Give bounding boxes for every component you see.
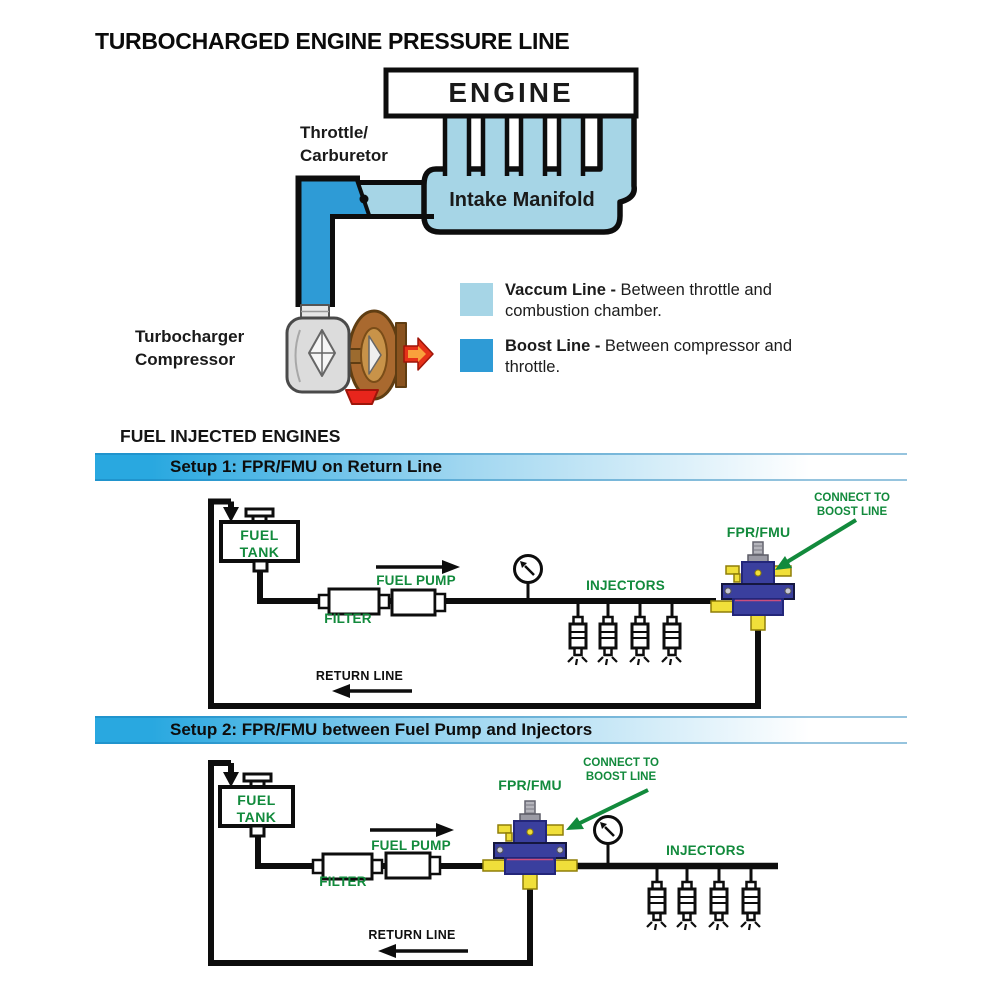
setup1-fuel-pump-label: FUEL PUMP: [376, 573, 456, 588]
setup1-connect-boost-label: CONNECT TO BOOST LINE: [814, 492, 890, 518]
setup2-fuel-tank-label: FUEL TANK: [236, 792, 277, 825]
return-into-tank-arrow: [223, 507, 239, 522]
setup2-filter-label: FILTER: [319, 874, 367, 889]
setup2-diagram: [211, 763, 778, 963]
setup2-injectors: [647, 866, 760, 930]
turbocharger-compressor-label: Turbocharger Compressor: [135, 327, 245, 369]
setup1-fpr-fmu-label: FPR/FMU: [726, 524, 791, 540]
setup2-injectors-label: INJECTORS: [666, 843, 745, 858]
return-into-tank-arrow: [223, 772, 239, 787]
exhaust-outlet: [346, 390, 378, 404]
setup1-filter-label: FILTER: [324, 611, 372, 626]
throttle-carburetor-label: Throttle/ Carburetor: [300, 123, 388, 165]
turbocharger-icon: [287, 305, 433, 404]
setup1-return-line-label: RETURN LINE: [315, 669, 404, 683]
setup2-fuel-pump-label: FUEL PUMP: [371, 838, 451, 853]
throttle-pivot-dot: [360, 195, 369, 204]
setup1-injectors-label: INJECTORS: [586, 578, 665, 593]
flow-direction-arrow: [436, 823, 454, 837]
engine-label: ENGINE: [448, 77, 574, 108]
vacuum-line-swatch: [460, 283, 493, 316]
flow-direction-arrow: [442, 560, 460, 574]
setup2-gauge-icon: [595, 817, 622, 867]
boost-line-swatch: [460, 339, 493, 372]
intake-manifold-label: Intake Manifold: [449, 189, 595, 211]
setup1-gauge-icon: [515, 556, 542, 602]
setup2-connect-boost-label: CONNECT TO BOOST LINE: [583, 757, 659, 783]
setup2-return-arrow: [378, 944, 468, 958]
setup1-fuel-tank-label: FUEL TANK: [239, 527, 280, 560]
setup1-fpr-fmu-icon: [711, 542, 794, 630]
legend-boost-line: Boost Line - Between compressor and throttle.: [505, 337, 793, 376]
boost-port: [546, 825, 563, 835]
legend-vacuum-line: Vaccum Line - Between throttle and combustion chamber.: [505, 281, 772, 320]
setup1-injectors: [568, 601, 681, 665]
setup1-return-arrow: [332, 684, 412, 698]
fuel-injected-heading: FUEL INJECTED ENGINES: [120, 426, 341, 446]
setup2-fpr-fmu-label: FPR/FMU: [498, 777, 562, 793]
setup1-title-bar: Setup 1: FPR/FMU on Return Line: [95, 453, 907, 481]
setup2-title-bar: Setup 2: FPR/FMU between Fuel Pump and Injectors: [95, 716, 907, 744]
page-title: TURBOCHARGED ENGINE PRESSURE LINE: [95, 28, 570, 54]
setup2-return-line-label: RETURN LINE: [368, 928, 456, 942]
setup2-fpr-fmu-icon: [483, 801, 577, 889]
